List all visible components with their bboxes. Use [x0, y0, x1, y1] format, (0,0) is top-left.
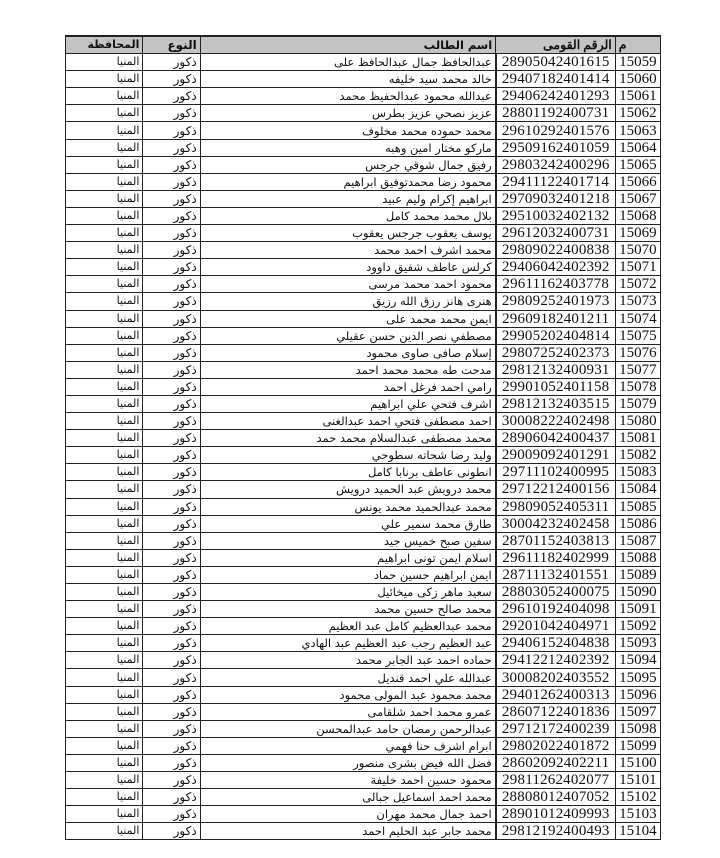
national-id-cell: 29009092401291 [496, 447, 616, 464]
national-id-cell: 28607122401836 [496, 703, 616, 720]
table-row [66, 395, 661, 412]
student-name-cell: ابراهيم إكرام وليم عبيد [200, 190, 495, 207]
student-name-cell: حماده احمد عبد الجابر محمد [200, 652, 495, 669]
type-cell: ذكور [143, 139, 200, 156]
row-number: 15080 [615, 413, 660, 430]
type-cell: ذكور [143, 310, 200, 327]
row-number: 15091 [615, 601, 660, 618]
governorate-cell: المنيا [66, 618, 143, 635]
students-table [65, 35, 661, 840]
national-id-cell: 29905202404814 [496, 327, 616, 344]
type-cell: ذكور [143, 618, 200, 635]
table-row [66, 71, 661, 88]
table-row [66, 772, 661, 789]
national-id-cell: 28602092402211 [496, 754, 616, 771]
table-row [66, 789, 661, 806]
type-cell: ذكور [143, 515, 200, 532]
national-id-cell: 29611182402999 [496, 549, 616, 566]
governorate-cell: المنيا [66, 481, 143, 498]
table-row [66, 242, 661, 259]
row-number: 15087 [615, 532, 660, 549]
table-row [66, 156, 661, 173]
row-number: 15090 [615, 584, 660, 601]
table-row [66, 584, 661, 601]
student-name-cell: عزيز نصحي عزيز بطرس [200, 105, 495, 122]
governorate-cell: المنيا [66, 720, 143, 737]
governorate-cell: المنيا [66, 105, 143, 122]
national-id-cell: 29610292401576 [496, 122, 616, 139]
student-name-cell: يوسف يعقوب جرجس يعقوب [200, 225, 495, 242]
student-name-cell: محمد محمود عبد المولى محمود [200, 686, 495, 703]
row-number: 15083 [615, 464, 660, 481]
type-cell: ذكور [143, 549, 200, 566]
type-cell: ذكور [143, 772, 200, 789]
table-row [66, 88, 661, 105]
governorate-cell: المنيا [66, 413, 143, 430]
type-cell: ذكور [143, 71, 200, 88]
header-m: م [615, 36, 660, 54]
governorate-cell: المنيا [66, 225, 143, 242]
table-row [66, 669, 661, 686]
governorate-cell: المنيا [66, 139, 143, 156]
row-number: 15103 [615, 806, 660, 823]
type-cell: ذكور [143, 737, 200, 754]
governorate-cell: المنيا [66, 703, 143, 720]
type-cell: ذكور [143, 105, 200, 122]
national-id-cell: 29812132400931 [496, 361, 616, 378]
national-id-cell: 29612032400731 [496, 225, 616, 242]
table-row [66, 310, 661, 327]
type-cell: ذكور [143, 703, 200, 720]
student-name-cell: ايمن ابراهيم حسين حماد [200, 566, 495, 583]
national-id-cell: 29712212400156 [496, 481, 616, 498]
student-name-cell: مصطفي نصر الدين حسن عقيلي [200, 327, 495, 344]
national-id-cell: 29406042402392 [496, 259, 616, 276]
governorate-cell: المنيا [66, 686, 143, 703]
governorate-cell: المنيا [66, 772, 143, 789]
type-cell: ذكور [143, 720, 200, 737]
national-id-cell: 29610192404098 [496, 601, 616, 618]
table-row [66, 823, 661, 840]
national-id-cell: 29812132403515 [496, 395, 616, 412]
type-cell: ذكور [143, 481, 200, 498]
row-number: 15085 [615, 498, 660, 515]
row-number: 15095 [615, 669, 660, 686]
governorate-cell: المنيا [66, 207, 143, 224]
student-name-cell: ابرام اشرف حنا فهمي [200, 737, 495, 754]
student-name-cell: احمد مصطفى فتحي احمد عبدالغنى [200, 413, 495, 430]
header-type: النوع [143, 36, 200, 54]
national-id-cell: 29802022401872 [496, 737, 616, 754]
governorate-cell: المنيا [66, 259, 143, 276]
header-national-id: الرقم القومى [496, 36, 616, 54]
table-row [66, 601, 661, 618]
row-number: 15086 [615, 515, 660, 532]
type-cell: ذكور [143, 532, 200, 549]
governorate-cell: المنيا [66, 806, 143, 823]
national-id-cell: 29201042404971 [496, 618, 616, 635]
row-number: 15096 [615, 686, 660, 703]
table-row [66, 566, 661, 583]
table-row [66, 327, 661, 344]
student-name-cell: إسلام صافى صاوى محمود [200, 344, 495, 361]
row-number: 15062 [615, 105, 660, 122]
student-name-cell: مدحت طه محمد محمد احمد [200, 361, 495, 378]
row-number: 15064 [615, 139, 660, 156]
governorate-cell: المنيا [66, 327, 143, 344]
table-row [66, 481, 661, 498]
student-name-cell: انطونى عاطف برنابا كامل [200, 464, 495, 481]
student-name-cell: محمد عبدالعظيم كامل عبد العظيم [200, 618, 495, 635]
national-id-cell: 29901052401158 [496, 378, 616, 395]
student-name-cell: وليد رضا شحاته سطوحي [200, 447, 495, 464]
type-cell: ذكور [143, 276, 200, 293]
type-cell: ذكور [143, 601, 200, 618]
row-number: 15060 [615, 71, 660, 88]
national-id-cell: 29809252401973 [496, 293, 616, 310]
governorate-cell: المنيا [66, 669, 143, 686]
governorate-cell: المنيا [66, 601, 143, 618]
governorate-cell: المنيا [66, 754, 143, 771]
national-id-cell: 28905042401615 [496, 54, 616, 71]
national-id-cell: 30008202403552 [496, 669, 616, 686]
national-id-cell: 28906042400437 [496, 430, 616, 447]
type-cell: ذكور [143, 173, 200, 190]
governorate-cell: المنيا [66, 344, 143, 361]
type-cell: ذكور [143, 789, 200, 806]
student-name-cell: محمد جابر عبد الحليم احمد [200, 823, 495, 840]
student-name-cell: طارق محمد سمير علي [200, 515, 495, 532]
type-cell: ذكور [143, 635, 200, 652]
type-cell: ذكور [143, 327, 200, 344]
student-name-cell: عبدالرحمن رمضان حامد عبدالمحسن [200, 720, 495, 737]
student-name-cell: محمود حسين احمد خليفة [200, 772, 495, 789]
table-row [66, 720, 661, 737]
national-id-cell: 28711132401551 [496, 566, 616, 583]
row-number: 15072 [615, 276, 660, 293]
row-number: 15076 [615, 344, 660, 361]
governorate-cell: المنيا [66, 395, 143, 412]
governorate-cell: المنيا [66, 156, 143, 173]
national-id-cell: 29807252402373 [496, 344, 616, 361]
type-cell: ذكور [143, 464, 200, 481]
national-id-cell: 29709032401218 [496, 190, 616, 207]
governorate-cell: المنيا [66, 532, 143, 549]
table-row [66, 635, 661, 652]
row-number: 15102 [615, 789, 660, 806]
student-name-cell: بلال محمد محمد كامل [200, 207, 495, 224]
table-row [66, 686, 661, 703]
type-cell: ذكور [143, 430, 200, 447]
student-name-cell: محمد صالح حسين محمد [200, 601, 495, 618]
type-cell: ذكور [143, 378, 200, 395]
row-number: 15063 [615, 122, 660, 139]
row-number: 15073 [615, 293, 660, 310]
national-id-cell: 28801192400731 [496, 105, 616, 122]
table-row [66, 259, 661, 276]
student-name-cell: عبدالله علي احمد قنديل [200, 669, 495, 686]
governorate-cell: المنيا [66, 276, 143, 293]
national-id-cell: 29812192400493 [496, 823, 616, 840]
row-number: 15078 [615, 378, 660, 395]
table-row [66, 54, 661, 71]
table-row [66, 430, 661, 447]
national-id-cell: 29406242401293 [496, 88, 616, 105]
governorate-cell: المنيا [66, 789, 143, 806]
table-row [66, 344, 661, 361]
national-id-cell: 28803052400075 [496, 584, 616, 601]
student-name-cell: عبدالله محمود عبدالحفيظ محمد [200, 88, 495, 105]
type-cell: ذكور [143, 293, 200, 310]
row-number: 15099 [615, 737, 660, 754]
table-row [66, 618, 661, 635]
row-number: 15101 [615, 772, 660, 789]
governorate-cell: المنيا [66, 447, 143, 464]
table-row [66, 498, 661, 515]
table-row [66, 532, 661, 549]
governorate-cell: المنيا [66, 584, 143, 601]
row-number: 15100 [615, 754, 660, 771]
national-id-cell: 29712172400239 [496, 720, 616, 737]
row-number: 15079 [615, 395, 660, 412]
student-name-cell: سعيد ماهر زكى ميخائيل [200, 584, 495, 601]
row-number: 15094 [615, 652, 660, 669]
student-name-cell: رامي احمد فرغل احمد [200, 378, 495, 395]
table-row [66, 361, 661, 378]
row-number: 15061 [615, 88, 660, 105]
row-number: 15093 [615, 635, 660, 652]
student-name-cell: خالد محمد سيد خليفه [200, 71, 495, 88]
row-number: 15077 [615, 361, 660, 378]
type-cell: ذكور [143, 88, 200, 105]
governorate-cell: المنيا [66, 823, 143, 840]
table-row [66, 276, 661, 293]
table-row [66, 207, 661, 224]
type-cell: ذكور [143, 190, 200, 207]
governorate-cell: المنيا [66, 652, 143, 669]
row-number: 15068 [615, 207, 660, 224]
table-row [66, 293, 661, 310]
national-id-cell: 29407182401414 [496, 71, 616, 88]
table-header-row [66, 36, 661, 54]
national-id-cell: 29611162403778 [496, 276, 616, 293]
row-number: 15071 [615, 259, 660, 276]
row-number: 15092 [615, 618, 660, 635]
governorate-cell: المنيا [66, 54, 143, 71]
student-name-cell: عبد العظيم رجب عبد العظيم عبد الهادي [200, 635, 495, 652]
governorate-cell: المنيا [66, 190, 143, 207]
governorate-cell: المنيا [66, 498, 143, 515]
national-id-cell: 29509162401059 [496, 139, 616, 156]
table-row [66, 549, 661, 566]
table-row [66, 806, 661, 823]
national-id-cell: 29411122401714 [496, 173, 616, 190]
governorate-cell: المنيا [66, 242, 143, 259]
student-name-cell: فضل الله فيض بشرى منصور [200, 754, 495, 771]
national-id-cell: 29609182401211 [496, 310, 616, 327]
table-row [66, 652, 661, 669]
governorate-cell: المنيا [66, 122, 143, 139]
row-number: 15104 [615, 823, 660, 840]
student-name-cell: محمد احمد اسماعيل جبالى [200, 789, 495, 806]
row-number: 15069 [615, 225, 660, 242]
student-name-cell: محمود رضا محمدتوفيق ابراهيم [200, 173, 495, 190]
row-number: 15059 [615, 54, 660, 71]
type-cell: ذكور [143, 207, 200, 224]
national-id-cell: 29811262402077 [496, 772, 616, 789]
row-number: 15075 [615, 327, 660, 344]
student-name-cell: اشرف فتحي علي ابراهيم [200, 395, 495, 412]
table-row [66, 122, 661, 139]
type-cell: ذكور [143, 54, 200, 71]
student-name-cell: احمد جمال محمد مهران [200, 806, 495, 823]
governorate-cell: المنيا [66, 430, 143, 447]
student-name-cell: كرلس عاطف شفيق داوود [200, 259, 495, 276]
national-id-cell: 29809052405311 [496, 498, 616, 515]
type-cell: ذكور [143, 225, 200, 242]
row-number: 15081 [615, 430, 660, 447]
student-name-cell: عبدالحافظ جمال عبدالحافظ على [200, 54, 495, 71]
row-number: 15067 [615, 190, 660, 207]
table-row [66, 515, 661, 532]
governorate-cell: المنيا [66, 549, 143, 566]
student-name-cell: محمد حموده محمد مخلوف [200, 122, 495, 139]
type-cell: ذكور [143, 156, 200, 173]
row-number: 15097 [615, 703, 660, 720]
type-cell: ذكور [143, 584, 200, 601]
table-row [66, 413, 661, 430]
table-row [66, 190, 661, 207]
table-row [66, 139, 661, 156]
type-cell: ذكور [143, 413, 200, 430]
row-number: 15098 [615, 720, 660, 737]
table-row [66, 703, 661, 720]
governorate-cell: المنيا [66, 310, 143, 327]
national-id-cell: 30004232402458 [496, 515, 616, 532]
national-id-cell: 29711102400995 [496, 464, 616, 481]
type-cell: ذكور [143, 447, 200, 464]
table-row [66, 447, 661, 464]
type-cell: ذكور [143, 823, 200, 840]
governorate-cell: المنيا [66, 71, 143, 88]
row-number: 15065 [615, 156, 660, 173]
governorate-cell: المنيا [66, 635, 143, 652]
student-name-cell: محمد اشرف احمد محمد [200, 242, 495, 259]
student-name-cell: ماركو مختار امين وهبه [200, 139, 495, 156]
governorate-cell: المنيا [66, 464, 143, 481]
student-name-cell: محمد مصطفى عبدالسلام محمد حمد [200, 430, 495, 447]
table-row [66, 464, 661, 481]
student-name-cell: سفين صبح خميس جيد [200, 532, 495, 549]
type-cell: ذكور [143, 806, 200, 823]
governorate-cell: المنيا [66, 88, 143, 105]
national-id-cell: 28901012409993 [496, 806, 616, 823]
table-body [66, 54, 661, 840]
table-row [66, 378, 661, 395]
governorate-cell: المنيا [66, 361, 143, 378]
governorate-cell: المنيا [66, 515, 143, 532]
national-id-cell: 29406152404838 [496, 635, 616, 652]
student-name-cell: ايمن محمد محمد على [200, 310, 495, 327]
row-number: 15074 [615, 310, 660, 327]
type-cell: ذكور [143, 242, 200, 259]
header-governorate: المحافظة [66, 36, 143, 54]
national-id-cell: 30008222402498 [496, 413, 616, 430]
governorate-cell: المنيا [66, 566, 143, 583]
student-name-cell: اسلام ايمن تونى ابراهيم [200, 549, 495, 566]
governorate-cell: المنيا [66, 737, 143, 754]
student-name-cell: محمد درويش عبد الحميد درويش [200, 481, 495, 498]
type-cell: ذكور [143, 566, 200, 583]
student-name-cell: محمود احمد محمد مرسى [200, 276, 495, 293]
type-cell: ذكور [143, 122, 200, 139]
student-name-cell: عمرو محمد احمد شلقامى [200, 703, 495, 720]
table-row [66, 225, 661, 242]
row-number: 15066 [615, 173, 660, 190]
national-id-cell: 29412212402392 [496, 652, 616, 669]
header-student-name: اسم الطالب [200, 36, 495, 54]
governorate-cell: المنيا [66, 173, 143, 190]
table-row [66, 105, 661, 122]
student-name-cell: رفيق جمال شوقي جرجس [200, 156, 495, 173]
governorate-cell: المنيا [66, 293, 143, 310]
national-id-cell: 29510032402132 [496, 207, 616, 224]
student-name-cell: هنرى هانز رزق الله رزيق [200, 293, 495, 310]
national-id-cell: 29809022400838 [496, 242, 616, 259]
row-number: 15082 [615, 447, 660, 464]
type-cell: ذكور [143, 754, 200, 771]
type-cell: ذكور [143, 669, 200, 686]
type-cell: ذكور [143, 259, 200, 276]
national-id-cell: 29401262400313 [496, 686, 616, 703]
national-id-cell: 29803242400296 [496, 156, 616, 173]
table-row [66, 173, 661, 190]
national-id-cell: 28808012407052 [496, 789, 616, 806]
table-row [66, 737, 661, 754]
national-id-cell: 28701152403813 [496, 532, 616, 549]
type-cell: ذكور [143, 361, 200, 378]
row-number: 15084 [615, 481, 660, 498]
type-cell: ذكور [143, 344, 200, 361]
type-cell: ذكور [143, 652, 200, 669]
row-number: 15088 [615, 549, 660, 566]
type-cell: ذكور [143, 498, 200, 515]
row-number: 15089 [615, 566, 660, 583]
governorate-cell: المنيا [66, 378, 143, 395]
student-name-cell: محمد عبدالحميد محمد يونس [200, 498, 495, 515]
row-number: 15070 [615, 242, 660, 259]
table-row [66, 754, 661, 771]
type-cell: ذكور [143, 686, 200, 703]
type-cell: ذكور [143, 395, 200, 412]
